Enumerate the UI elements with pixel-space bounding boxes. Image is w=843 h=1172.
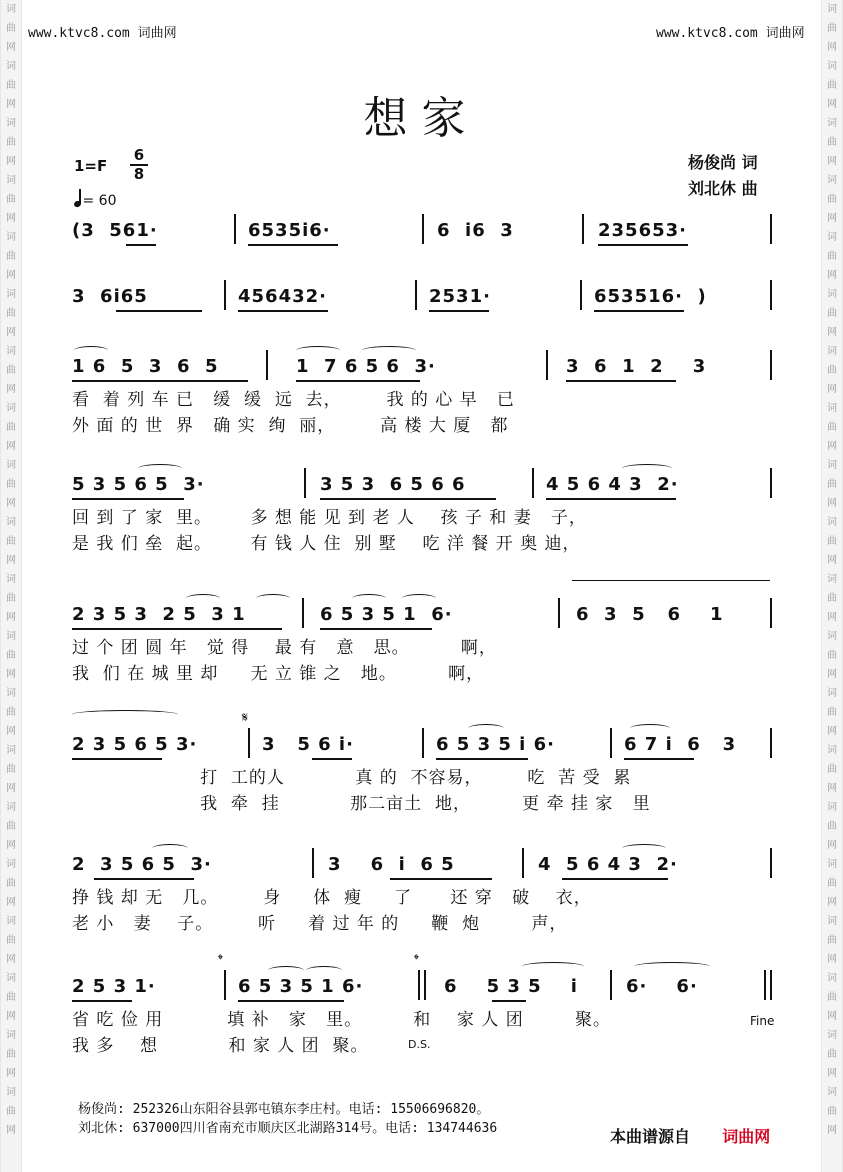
underline [116, 310, 202, 312]
composer-credit: 刘北休 曲 [688, 179, 758, 198]
slur [352, 594, 386, 603]
header-site-link-right[interactable]: www.ktvc8.com 词曲网 [656, 26, 805, 41]
measure: 2531· [429, 286, 491, 307]
watermark-char: 词 [6, 1030, 16, 1041]
watermark-char: 曲 [827, 80, 837, 91]
watermark-char: 词 [6, 631, 16, 642]
barline [532, 468, 534, 498]
underline [72, 758, 162, 760]
watermark-char: 网 [827, 840, 837, 851]
watermark-char: 网 [6, 42, 16, 53]
lyrics-verse-1: 省 吃 俭 用 填 补 家 里。 和 家 人 团 聚。 [72, 1010, 611, 1030]
underline [320, 628, 432, 630]
barline [415, 280, 417, 310]
watermark-char: 网 [6, 897, 16, 908]
barline [610, 728, 612, 758]
barline [224, 970, 226, 1000]
barline [770, 848, 772, 878]
barline [522, 848, 524, 878]
measure: 653516· ) [594, 286, 707, 307]
watermark-char: 网 [6, 441, 16, 452]
watermark-char: 词 [6, 460, 16, 471]
underline [429, 310, 489, 312]
watermark-char: 曲 [6, 536, 16, 547]
lyrics-verse-2: 老 小 妻 子。 听 着 过 年 的 鞭 炮 声， [72, 914, 568, 934]
watermark-char: 曲 [6, 821, 16, 832]
watermark-char: 网 [6, 270, 16, 281]
tempo-value: = 60 [82, 193, 117, 209]
watermark-char: 曲 [827, 479, 837, 490]
underline [94, 878, 194, 880]
watermark-char: 词 [6, 517, 16, 528]
watermark-char: 词 [6, 745, 16, 756]
watermark-char: 词 [827, 859, 837, 870]
key-signature: 1=F [74, 157, 108, 175]
underline [312, 758, 352, 760]
watermark-char: 曲 [6, 1049, 16, 1060]
tempo-marking [74, 190, 117, 209]
watermark-char: 网 [827, 270, 837, 281]
barline [248, 728, 250, 758]
watermark-char: 网 [6, 99, 16, 110]
watermark-char: 词 [827, 1030, 837, 1041]
barline [224, 280, 226, 310]
measure: 3 5 3 6 5 6 6 [320, 474, 466, 495]
watermark-char: 词 [827, 232, 837, 243]
underline [390, 878, 492, 880]
measure: 3 6 i 6 5 [328, 854, 455, 875]
score-line-2 [72, 286, 772, 320]
left-watermark-strip [0, 0, 22, 1172]
song-title: 想家 [363, 93, 480, 144]
watermark-char: 网 [6, 1011, 16, 1022]
source-attribution [606, 1124, 774, 1147]
slur [634, 962, 710, 971]
watermark-char: 词 [827, 631, 837, 642]
watermark-char: 曲 [827, 422, 837, 433]
watermark-char: 曲 [6, 80, 16, 91]
watermark-char: 网 [827, 498, 837, 509]
watermark-char: 网 [827, 213, 837, 224]
measure: 1 7 6 5 6 3· [296, 356, 436, 377]
barline [770, 468, 772, 498]
watermark-char: 曲 [827, 992, 837, 1003]
watermark-char: 网 [827, 441, 837, 452]
measure: (3 561· [72, 220, 158, 241]
measure: 4 5 6 4 3 2· [546, 474, 679, 495]
note-stem [79, 189, 81, 204]
slur [268, 966, 304, 975]
watermark-char: 曲 [6, 137, 16, 148]
lyrics-verse-2: 我 多 想 和 家 人 团 聚。 [72, 1036, 369, 1056]
watermark-char: 曲 [6, 308, 16, 319]
watermark-char: 词 [6, 403, 16, 414]
barline [770, 728, 772, 758]
watermark-char: 网 [827, 897, 837, 908]
watermark-char: 网 [827, 327, 837, 338]
watermark-char: 网 [6, 1068, 16, 1079]
watermark-char: 曲 [6, 422, 16, 433]
watermark-char: 词 [827, 460, 837, 471]
slur [74, 346, 108, 355]
lyrics-verse-2: 是 我 们 垒 起。 有 钱 人 住 别 墅 吃 洋 餐 开 奥 迪， [72, 534, 581, 554]
segno-sign: 𝄋 [242, 710, 249, 726]
watermark-char: 曲 [6, 251, 16, 262]
watermark-char: 曲 [6, 878, 16, 889]
watermark-char: 词 [6, 916, 16, 927]
final-barline [764, 970, 766, 1000]
watermark-char: 曲 [827, 194, 837, 205]
barline [234, 214, 236, 244]
lyrics-verse-2: 外 面 的 世 界 确 实 绚 丽， 高 楼 大 厦 都 [72, 416, 509, 436]
watermark-char: 曲 [827, 593, 837, 604]
watermark-char: 词 [6, 1087, 16, 1098]
watermark-char: 词 [6, 688, 16, 699]
watermark-char: 词 [827, 403, 837, 414]
watermark-char: 网 [6, 726, 16, 737]
lyrics-verse-1: 打 工的人 真 的 不容易， 吃 苦 受 累 [72, 768, 632, 788]
watermark-char: 网 [6, 954, 16, 965]
slur [468, 724, 504, 733]
slur [622, 844, 666, 853]
measure: 3 6 1 2 3 [566, 356, 707, 377]
barline [582, 214, 584, 244]
measure: 235653· [598, 220, 687, 241]
watermark-char: 网 [6, 327, 16, 338]
score-line-1 [72, 220, 772, 254]
underline [248, 244, 338, 246]
time-signature [130, 147, 148, 183]
measure: 456432· [238, 286, 327, 307]
watermark-char: 词 [6, 574, 16, 585]
lyrics-verse-1: 回 到 了 家 里。 多 想 能 见 到 老 人 孩 子 和 妻 子， [72, 508, 587, 528]
watermark-char: 词 [6, 232, 16, 243]
measure: 6 3 5 6 1 [576, 604, 724, 625]
watermark-char: 曲 [6, 1106, 16, 1117]
tie-line [72, 710, 178, 719]
watermark-char: 网 [6, 156, 16, 167]
measure: 6 5 3 5 1 6· [320, 604, 453, 625]
measure: 2 3 5 6 5 3· [72, 734, 198, 755]
watermark-char: 词 [827, 574, 837, 585]
watermark-char: 词 [827, 4, 837, 15]
measure: 4 5 6 4 3 2· [538, 854, 678, 875]
watermark-char: 网 [6, 612, 16, 623]
underline [238, 1000, 344, 1002]
measure: 6 5 3 5 i [444, 976, 578, 997]
watermark-char: 词 [6, 289, 16, 300]
quarter-note-icon [73, 200, 82, 208]
watermark-char: 曲 [6, 935, 16, 946]
barline [266, 350, 268, 380]
lyrics-verse-1: 看 着 列 车 已 缓 缓 远 去， 我 的 心 早 已 [72, 390, 515, 410]
lyrics-verse-2: 我 牵 挂 那二亩土 地， 更 牵 挂 家 里 [72, 794, 651, 814]
watermark-char: 曲 [6, 707, 16, 718]
measure: 5 3 5 6 5 3· [72, 474, 205, 495]
watermark-char: 网 [6, 213, 16, 224]
measure: 2 5 3 1· [72, 976, 156, 997]
barline [304, 468, 306, 498]
underline [72, 1000, 132, 1002]
barline [770, 350, 772, 380]
underline [436, 758, 528, 760]
watermark-char: 词 [827, 916, 837, 927]
watermark-char: 网 [6, 840, 16, 851]
watermark-char: 曲 [6, 650, 16, 661]
coda-sign: 𝄌 [414, 952, 419, 968]
lyricist-credit: 杨俊尚 词 [688, 153, 758, 172]
slur [522, 962, 584, 971]
measure: 6 5 3 5 i 6· [436, 734, 555, 755]
measure: 6 7 i 6 3 [624, 734, 737, 755]
barline [558, 598, 560, 628]
measure: 2 3 5 6 5 3· [72, 854, 212, 875]
watermark-char: 曲 [827, 650, 837, 661]
watermark-char: 网 [827, 783, 837, 794]
watermark-char: 曲 [827, 764, 837, 775]
barline [312, 848, 314, 878]
slur [622, 464, 672, 473]
watermark-char: 曲 [6, 479, 16, 490]
watermark-char: 网 [827, 99, 837, 110]
measure: 6 i6 3 [437, 220, 514, 241]
watermark-char: 词 [6, 346, 16, 357]
barline [770, 280, 772, 310]
watermark-char: 词 [6, 175, 16, 186]
watermark-char: 网 [827, 612, 837, 623]
header-site-link-left[interactable]: www.ktvc8.com 词曲网 [28, 26, 177, 41]
watermark-char: 网 [827, 555, 837, 566]
watermark-char: 网 [6, 669, 16, 680]
watermark-char: 网 [827, 1125, 837, 1136]
dal-segno-marking: D.S. [408, 1038, 431, 1051]
repeat-barline [418, 970, 420, 1000]
lyrics-verse-1: 挣 钱 却 无 几。 身 体 瘦 了 还 穿 破 衣， [72, 888, 592, 908]
watermark-char: 词 [827, 118, 837, 129]
slur [256, 594, 290, 603]
underline [566, 380, 676, 382]
measure: 6· 6· [626, 976, 698, 997]
fine-marking: Fine [750, 1014, 775, 1028]
watermark-char: 网 [827, 669, 837, 680]
watermark-char: 曲 [6, 992, 16, 1003]
underline [546, 498, 676, 500]
watermark-char: 词 [827, 346, 837, 357]
time-signature-bottom: 8 [133, 165, 145, 183]
watermark-char: 曲 [6, 764, 16, 775]
watermark-char: 曲 [827, 23, 837, 34]
time-signature-top: 6 [130, 147, 148, 166]
watermark-char: 曲 [827, 1049, 837, 1060]
watermark-char: 曲 [827, 1106, 837, 1117]
underline [320, 498, 496, 500]
watermark-char: 网 [6, 498, 16, 509]
watermark-char: 曲 [827, 821, 837, 832]
underline [562, 878, 668, 880]
underline [598, 244, 688, 246]
underline [492, 1000, 526, 1002]
underline [624, 758, 694, 760]
watermark-char: 曲 [827, 365, 837, 376]
watermark-char: 词 [827, 688, 837, 699]
underline [594, 310, 684, 312]
lyrics-verse-1: 过 个 团 圆 年 觉 得 最 有 意 思。 啊， [72, 638, 497, 658]
slur [138, 464, 182, 473]
watermark-char: 曲 [827, 707, 837, 718]
watermark-char: 词 [827, 802, 837, 813]
watermark-char: 网 [6, 555, 16, 566]
barline [770, 214, 772, 244]
watermark-char: 词 [827, 289, 837, 300]
measure: 1 6 5 3 6 5 [72, 356, 219, 377]
barline [610, 970, 612, 1000]
measure: 2 3 5 3 2 5 3 1 [72, 604, 246, 625]
watermark-char: 曲 [827, 536, 837, 547]
watermark-char: 词 [6, 973, 16, 984]
underline [238, 310, 328, 312]
underline [72, 628, 282, 630]
slur [186, 594, 220, 603]
barline [422, 214, 424, 244]
source-text: 本曲谱源自 [610, 1127, 691, 1146]
watermark-char: 曲 [827, 935, 837, 946]
watermark-char: 网 [6, 783, 16, 794]
measure: 3 6i65 [72, 286, 148, 307]
watermark-char: 词 [827, 517, 837, 528]
slur [362, 346, 416, 355]
lyrics-verse-2: 我 们 在 城 里 却 无 立 锥 之 地。 啊， [72, 664, 485, 684]
composer-contact: 刘北休: 637000四川省南充市顺庆区北湖路314号。电话: 134744636 [78, 1121, 498, 1136]
watermark-char: 网 [827, 954, 837, 965]
watermark-char: 曲 [827, 878, 837, 889]
slur [152, 844, 188, 853]
watermark-char: 曲 [6, 593, 16, 604]
barline [770, 598, 772, 628]
watermark-char: 词 [6, 802, 16, 813]
watermark-char: 网 [827, 726, 837, 737]
underline [126, 244, 156, 246]
measure: 6 5 3 5 1 6· [238, 976, 364, 997]
underline [72, 380, 248, 382]
watermark-char: 曲 [827, 308, 837, 319]
watermark-char: 词 [6, 118, 16, 129]
watermark-char: 词 [827, 61, 837, 72]
slur [630, 724, 670, 733]
watermark-char: 网 [827, 156, 837, 167]
watermark-char: 曲 [827, 251, 837, 262]
barline [580, 280, 582, 310]
barline [422, 728, 424, 758]
watermark-char: 网 [6, 384, 16, 395]
watermark-char: 词 [6, 4, 16, 15]
watermark-char: 词 [827, 973, 837, 984]
watermark-char: 词 [827, 1087, 837, 1098]
watermark-char: 词 [6, 859, 16, 870]
watermark-char: 曲 [6, 23, 16, 34]
underline [296, 380, 420, 382]
underline [72, 498, 184, 500]
watermark-char: 网 [827, 1068, 837, 1079]
watermark-char: 曲 [827, 137, 837, 148]
measure: 3 5 6 i· [262, 734, 354, 755]
slur [306, 966, 342, 975]
measure: 6535i6· [248, 220, 331, 241]
barline [302, 598, 304, 628]
coda-sign: 𝄌 [218, 952, 223, 968]
watermark-char: 网 [827, 384, 837, 395]
watermark-char: 词 [827, 175, 837, 186]
watermark-char: 网 [827, 1011, 837, 1022]
watermark-char: 曲 [6, 365, 16, 376]
slur [402, 594, 436, 603]
watermark-char: 曲 [6, 194, 16, 205]
slur [296, 346, 340, 355]
source-logo[interactable]: 词曲网 [722, 1127, 771, 1146]
watermark-char: 网 [6, 1125, 16, 1136]
watermark-char: 词 [827, 745, 837, 756]
lyricist-contact: 杨俊尚: 252326山东阳谷县郭屯镇东李庄村。电话: 15506696820。 [78, 1102, 490, 1117]
tie-line [572, 580, 770, 589]
watermark-char: 词 [6, 61, 16, 72]
watermark-char: 网 [827, 42, 837, 53]
right-watermark-strip [821, 0, 843, 1172]
barline [546, 350, 548, 380]
